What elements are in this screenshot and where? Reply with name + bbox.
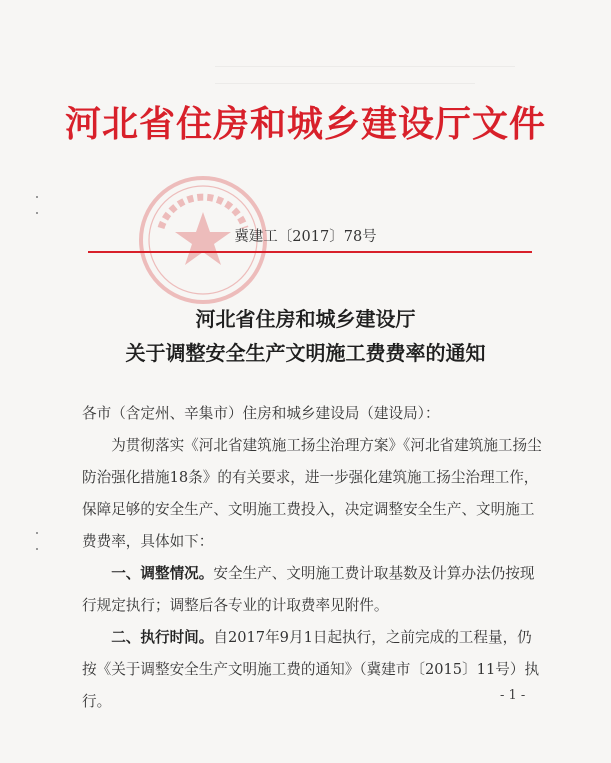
item-2-heading: 二、执行时间。 [111, 629, 214, 646]
item-2-text: 自2017年9月1日起执行，之前完成的工程量，仍按《关于调整安全生产文明施工费的通知》（冀建市〔2015〕11号）执行。 [82, 629, 540, 710]
bleed-through-text [215, 50, 535, 84]
item-1-text: 安全生产、文明施工费计取基数及计算办法仍按现行规定执行；调整后各专业的计取费率见附件。 [82, 565, 535, 614]
page-number: - 1 - [500, 688, 526, 703]
binding-mark [36, 212, 38, 214]
document-body [82, 398, 542, 718]
intro-paragraph: 为贯彻落实《河北省建筑施工扬尘治理方案》《河北省建筑施工扬尘防治强化措施18条》的有关要求，进一步强化建筑施工扬尘治理工作，保障足够的安全生产、文明施工费投入，决定调整安全生产、文明施工费费率，具体如下： [82, 437, 542, 550]
title-line-1: 河北省住房和城乡建设厅 [195, 307, 416, 331]
binding-mark [36, 196, 38, 198]
red-divider-line [88, 251, 532, 253]
document-title [0, 302, 611, 370]
binding-mark [36, 548, 38, 550]
item-1-paragraph [82, 558, 542, 622]
binding-mark [36, 532, 38, 534]
title-line-2: 关于调整安全生产文明施工费费率的通知 [125, 341, 486, 365]
item-1-heading: 一、调整情况。 [111, 565, 214, 582]
item-2-paragraph [82, 622, 542, 718]
salutation: 各市（含定州、辛集市）住房和城乡建设局（建设局）： [82, 405, 440, 422]
issuing-authority-header: 河北省住房和城乡建设厅文件 [64, 103, 546, 145]
document-number: 冀建工〔2017〕78号 [234, 229, 377, 245]
